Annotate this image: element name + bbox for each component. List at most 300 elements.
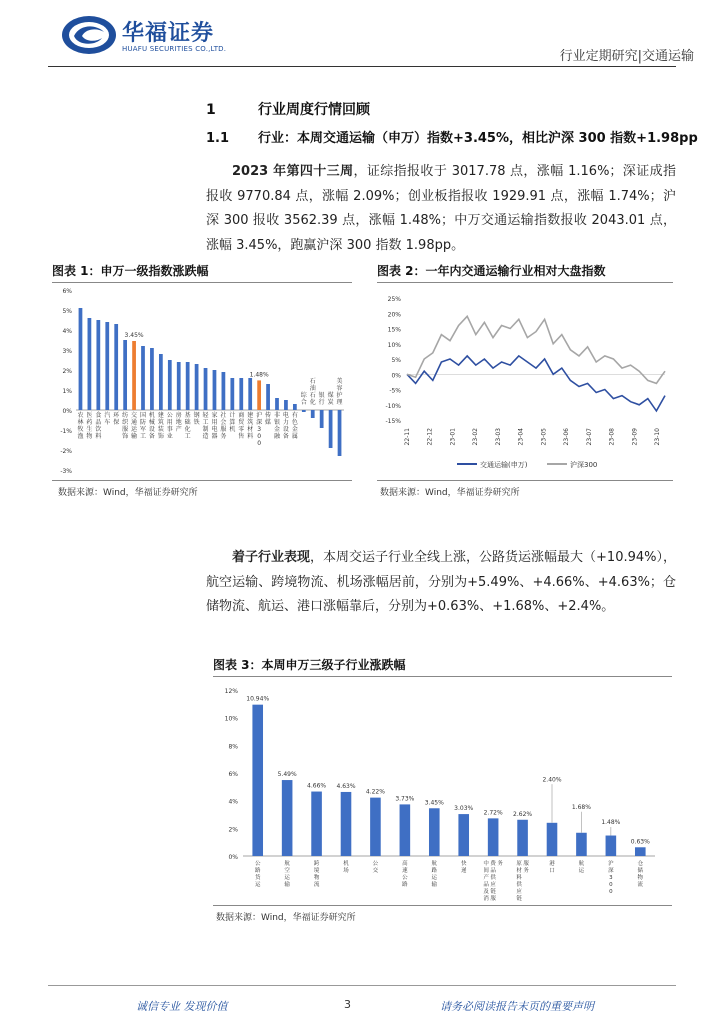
- y-tick-label: 0%: [228, 854, 238, 861]
- x-tick-label: 供: [516, 882, 522, 888]
- y-tick-label: 5%: [391, 357, 401, 364]
- subsector-change-bar-chart: [213, 678, 672, 904]
- x-tick-label: 境: [313, 868, 320, 874]
- x-tick-label-建筑材料: 材: [247, 426, 254, 433]
- x-tick-label-建筑装饰: 装: [157, 426, 164, 433]
- x-tick-label: 中: [483, 861, 489, 867]
- bar-家用电器: [213, 370, 217, 410]
- data-label: 3.03%: [454, 805, 474, 813]
- x-tick-label-国防军工: 工: [139, 433, 147, 440]
- figure3-title: 图表 3：本周申万三级子行业涨跌幅: [213, 658, 406, 672]
- x-tick-label-沪深300: 沪: [256, 412, 263, 419]
- x-tick-label-机械设备: 设: [148, 426, 155, 433]
- bar-建筑材料: [248, 378, 252, 410]
- x-tick-label-商贸零售: 售: [238, 433, 245, 440]
- x-tick-label-电力设备: 电: [282, 412, 289, 419]
- x-tick-label: 间: [483, 868, 489, 874]
- footer-disclaimer: 请务必阅读报告末页的重要声明: [440, 1000, 594, 1013]
- x-tick-label: 高: [402, 861, 408, 867]
- y-tick-label: -1%: [60, 428, 72, 435]
- bar-电力设备: [284, 400, 288, 410]
- x-tick-label: 递: [460, 868, 467, 874]
- x-tick-label-综合: 综: [300, 392, 307, 399]
- paragraph-lead: 2023 年第四十三周: [232, 164, 354, 179]
- bar-沪深300: [257, 380, 261, 410]
- bar-原材料供应链服务: [517, 820, 528, 856]
- x-tick-label: 产: [483, 875, 489, 881]
- subsector-paragraph: [206, 546, 676, 620]
- x-tick-label-轻工制造: 制: [202, 426, 209, 433]
- x-tick-label-沪深300: 0: [257, 433, 262, 440]
- bar-交通运输: [132, 341, 136, 410]
- x-tick-label-纺织服饰: 织: [122, 419, 129, 426]
- footer-divider: [48, 985, 676, 986]
- x-tick-label: 23-03: [494, 428, 502, 446]
- x-tick-label-商贸零售: 贸: [238, 419, 245, 426]
- x-tick-label-社会服务: 社: [220, 412, 227, 419]
- y-tick-label: 15%: [387, 326, 401, 334]
- bar-商贸零售: [239, 378, 243, 410]
- bar-建筑装饰: [159, 354, 163, 410]
- x-tick-label-交通运输: 交: [131, 412, 138, 419]
- y-tick-label: 1%: [62, 388, 72, 395]
- x-tick-label-公用事业: 业: [166, 433, 173, 440]
- market-summary-paragraph: [206, 160, 676, 258]
- data-label: 4.66%: [307, 782, 327, 790]
- bar-铁路运输: [429, 808, 440, 856]
- bar-公交: [370, 798, 381, 856]
- bar-美容护理: [338, 410, 342, 456]
- legend-label-transport: 交通运输(申万): [480, 461, 528, 469]
- x-tick-label: 应: [516, 889, 522, 895]
- x-tick-label: 公: [402, 875, 408, 881]
- figure2-top-rule: [377, 282, 673, 283]
- x-tick-label: 供: [490, 875, 496, 881]
- x-tick-label: 航: [284, 861, 290, 867]
- y-tick-label: 5%: [62, 308, 72, 315]
- sector-change-bar-chart: [52, 284, 352, 480]
- x-tick-label: 22-11: [404, 428, 411, 446]
- x-tick-label-美容护理: 护: [336, 392, 343, 399]
- x-tick-label-农林牧渔: 牧: [77, 426, 84, 433]
- x-tick-label: 物: [313, 875, 320, 881]
- x-tick-label-交通运输: 通: [131, 419, 138, 426]
- bar-高速公路: [400, 804, 411, 856]
- x-tick-label-建筑材料: 建: [247, 412, 254, 419]
- paragraph-body: ，本周交运子行业全线上涨，公路货运涨幅最大（+10.94%），航空运输、跨境物流、机场涨幅居前，分别为+5.49%、+4.66%、+4.63%；仓储物流、航运、港口涨幅靠后，分别为+0.63%、+1.68%、+2.4%。: [206, 550, 676, 614]
- x-tick-label: 公: [372, 861, 379, 867]
- brand-name-en: HUAFU SECURITIES CO.,LTD.: [122, 45, 227, 53]
- x-tick-label: 场: [343, 868, 349, 874]
- x-tick-label-公用事业: 用: [166, 419, 173, 426]
- data-label: 2.40%: [542, 776, 562, 784]
- x-tick-label-石油石化: 石: [309, 392, 316, 399]
- x-tick-label-环保: 环: [113, 412, 120, 419]
- x-tick-label-综合: 合: [300, 399, 307, 406]
- x-tick-label: 物: [637, 875, 644, 881]
- y-tick-label: 4%: [228, 798, 238, 806]
- x-tick-label: 务: [523, 868, 529, 874]
- x-tick-label: 速: [402, 868, 408, 874]
- x-tick-label-建筑装饰: 饰: [157, 433, 164, 440]
- legend-label-hs300: 沪深300: [570, 461, 598, 469]
- x-tick-label: 消: [483, 896, 489, 902]
- x-tick-label: 路: [402, 882, 408, 888]
- y-tick-label: -3%: [60, 468, 72, 475]
- x-tick-label-国防军工: 国: [139, 412, 147, 419]
- x-tick-label-轻工制造: 造: [202, 433, 209, 440]
- y-tick-label: 6%: [228, 771, 238, 778]
- x-tick-label-建筑装饰: 建: [157, 412, 164, 419]
- x-tick-label-非银金融: 非: [273, 412, 281, 419]
- x-tick-label-有色金属: 有: [291, 412, 298, 419]
- x-tick-label-银行: 行: [318, 399, 325, 406]
- x-tick-label: 输: [284, 882, 290, 888]
- x-tick-label: 品: [490, 868, 496, 874]
- x-tick-label: 23-09: [631, 428, 639, 446]
- bar-银行: [320, 410, 324, 428]
- y-tick-label: 0%: [391, 372, 401, 380]
- bar-港口: [547, 823, 558, 856]
- relative-index-line-chart: [377, 284, 673, 480]
- y-tick-label: 10%: [224, 715, 238, 723]
- bar-国防军工: [141, 346, 145, 410]
- x-tick-label: 费: [490, 861, 496, 867]
- huafu-logo-icon: [60, 14, 118, 56]
- x-tick-label: 品: [483, 882, 489, 888]
- x-tick-label-环保: 保: [113, 419, 120, 426]
- x-tick-label-钢铁: 铁: [193, 419, 200, 426]
- report-type: 行业定期研究|交通运输: [559, 49, 694, 64]
- x-tick-label: 运: [254, 882, 261, 888]
- x-tick-label-食品饮料: 料: [95, 433, 102, 440]
- x-tick-label: 原: [516, 861, 522, 867]
- x-tick-label-机械设备: 机: [148, 412, 155, 419]
- bar-航运: [576, 833, 587, 856]
- y-tick-label: 2%: [228, 826, 238, 834]
- y-tick-label: 20%: [387, 311, 401, 319]
- x-tick-label-家用电器: 家: [211, 412, 218, 419]
- x-tick-label-计算机: 算: [229, 419, 236, 426]
- bar-钢铁: [195, 364, 199, 410]
- x-tick-label: 空: [284, 868, 290, 874]
- x-tick-label-医药生物: 生: [86, 426, 93, 433]
- x-tick-label-商贸零售: 商: [238, 412, 245, 419]
- x-tick-label: 23-04: [517, 428, 525, 446]
- x-tick-label-煤炭: 煤: [327, 392, 334, 399]
- bar-跨境物流: [311, 792, 322, 856]
- x-tick-label-医药生物: 物: [86, 433, 93, 440]
- x-tick-label-有色金属: 色: [291, 419, 298, 426]
- bar-环保: [114, 324, 118, 410]
- x-tick-label: 及: [483, 889, 489, 895]
- x-tick-label-非银金融: 金: [273, 426, 281, 433]
- x-tick-label-建筑装饰: 筑: [157, 419, 164, 426]
- x-tick-label-沪深300: 深: [256, 419, 263, 426]
- x-tick-label-汽车: 汽: [104, 412, 111, 419]
- y-tick-label: 8%: [228, 743, 238, 751]
- bar-航空运输: [282, 780, 293, 856]
- paragraph-body: ，证综指报收于 3017.78 点，涨幅 1.16%；深证成指报收 9770.84 点，涨幅 2.09%；创业板指报收 1929.91 点，涨幅 1.74%；沪深 300 报收 3562.39 点，涨幅 1.48%；中万交通运输指数报收 2043.01 点，涨幅 3.45%，跑赢沪深 300 指数 1.98pp。: [206, 164, 676, 253]
- x-tick-label: 港: [549, 861, 555, 867]
- x-tick-label: 航: [431, 861, 438, 867]
- x-tick-label-汽车: 车: [104, 419, 111, 426]
- x-tick-label: 路: [431, 868, 438, 874]
- x-tick-label-美容护理: 容: [336, 385, 343, 392]
- bar-轻工制造: [204, 368, 208, 410]
- x-tick-label: 快: [460, 861, 467, 867]
- data-label-交通运输: 3.45%: [124, 332, 144, 339]
- data-label: 1.48%: [601, 819, 621, 827]
- data-label: 4.63%: [336, 782, 356, 790]
- x-tick-label-医药生物: 药: [86, 419, 93, 426]
- x-tick-label: 23-02: [472, 428, 480, 446]
- x-tick-label: 跨: [313, 861, 320, 867]
- x-tick-label: 公: [254, 861, 261, 867]
- x-tick-label: 0: [609, 889, 613, 895]
- x-tick-label-美容护理: 美: [336, 378, 343, 385]
- x-tick-label: 材: [516, 868, 522, 874]
- bar-食品饮料: [96, 320, 100, 410]
- x-tick-label-石油石化: 化: [309, 399, 316, 406]
- data-label: 3.45%: [424, 799, 444, 807]
- bar-汽车: [105, 322, 109, 410]
- x-tick-label-银行: 银: [318, 392, 325, 399]
- x-tick-label-家用电器: 电: [211, 426, 218, 433]
- bar-机械设备: [150, 348, 154, 410]
- y-tick-label: -2%: [60, 448, 72, 455]
- x-tick-label-国防军工: 防: [139, 419, 147, 426]
- y-tick-label: 12%: [224, 688, 238, 695]
- x-tick-label-房地产: 房: [175, 412, 182, 419]
- bar-煤炭: [329, 410, 333, 448]
- subsection-title: 行业：本周交通运输（申万）指数+3.45%，相比沪深 300 指数+1.98pp: [258, 131, 698, 146]
- page-number: 3: [344, 998, 351, 1011]
- x-tick-label-食品饮料: 品: [95, 419, 102, 426]
- figure1-bottom-rule: [52, 480, 352, 481]
- figure3-source: 数据来源：Wind，华福证券研究所: [216, 913, 356, 923]
- x-tick-label: 23-07: [585, 428, 593, 446]
- x-tick-label: 务: [497, 861, 503, 867]
- x-tick-label: 0: [609, 882, 613, 888]
- bar-基础化工: [186, 362, 190, 410]
- x-tick-label-家用电器: 用: [211, 419, 218, 426]
- figure3-top-rule: [213, 676, 672, 677]
- x-tick-label-建筑材料: 料: [247, 433, 254, 440]
- figure1-top-rule: [52, 282, 352, 283]
- x-tick-label-纺织服饰: 服: [122, 426, 129, 433]
- y-tick-label: -15%: [385, 418, 401, 425]
- x-tick-label-农林牧渔: 林: [77, 419, 84, 426]
- x-tick-label: 储: [637, 868, 644, 874]
- x-tick-label: 流: [637, 882, 644, 888]
- x-tick-label-有色金属: 金: [291, 426, 298, 433]
- x-tick-label-医药生物: 医: [86, 412, 93, 419]
- subsection-number: 1.1: [206, 131, 230, 146]
- bar-公用事业: [168, 360, 172, 410]
- x-tick-label: 链: [516, 896, 522, 902]
- x-tick-label-纺织服饰: 纺: [122, 412, 129, 419]
- x-tick-label: 应: [490, 882, 496, 888]
- x-tick-label: 运: [284, 875, 290, 881]
- x-tick-label-基础化工: 础: [184, 419, 191, 426]
- x-tick-label: 航: [578, 861, 585, 867]
- bar-纺织服饰: [123, 340, 127, 410]
- header-divider: [48, 66, 676, 67]
- x-tick-label-非银金融: 融: [273, 433, 281, 440]
- x-tick-label-计算机: 计: [229, 412, 236, 419]
- x-tick-label-有色金属: 属: [291, 433, 298, 440]
- x-tick-label-传媒: 传: [265, 412, 272, 419]
- x-tick-label-房地产: 产: [175, 426, 182, 433]
- x-tick-label-沪深300: 3: [257, 426, 262, 433]
- x-tick-label: 23-06: [563, 428, 571, 446]
- data-label: 10.94%: [246, 695, 270, 703]
- x-tick-label-电力设备: 备: [282, 433, 289, 440]
- x-tick-label-家用电器: 器: [211, 433, 218, 440]
- x-tick-label: 输: [431, 882, 438, 888]
- bar-沪深300: [606, 836, 617, 856]
- bar-综合: [302, 410, 306, 412]
- x-tick-label: 路: [254, 868, 261, 874]
- x-tick-label-农林牧渔: 渔: [77, 433, 84, 440]
- x-tick-label-钢铁: 钢: [193, 412, 200, 419]
- x-tick-label: 23-10: [654, 428, 661, 446]
- data-label: 3.73%: [395, 795, 415, 803]
- subsection-heading: [206, 127, 698, 146]
- section-heading: [206, 99, 370, 119]
- x-tick-label-社会服务: 务: [220, 433, 227, 440]
- x-tick-label: 料: [516, 875, 522, 881]
- x-tick-label-轻工制造: 轻: [202, 412, 209, 419]
- bar-有色金属: [293, 404, 297, 410]
- bar-仓储物流: [635, 847, 646, 856]
- y-tick-label: 25%: [387, 296, 401, 303]
- bar-传媒: [266, 384, 270, 410]
- footer-slogan: 诚信专业 发现价值: [136, 1000, 228, 1013]
- x-tick-label-建筑材料: 筑: [247, 419, 254, 426]
- x-tick-label-石油石化: 石: [309, 378, 316, 385]
- section-number: 1: [206, 102, 216, 118]
- x-tick-label-电力设备: 设: [282, 426, 289, 433]
- x-tick-label: 服: [523, 861, 529, 867]
- data-label: 0.63%: [630, 838, 650, 846]
- x-tick-label-非银金融: 银: [273, 419, 281, 426]
- y-tick-label: -5%: [389, 387, 401, 395]
- figure2-source: 数据来源：Wind，华福证券研究所: [380, 488, 520, 498]
- x-tick-label-传媒: 媒: [265, 419, 272, 426]
- bar-石油石化: [311, 410, 315, 418]
- x-tick-label: 仓: [637, 861, 644, 867]
- x-tick-label: 23-08: [608, 428, 616, 446]
- x-tick-label: 运: [431, 875, 438, 881]
- y-tick-label: 4%: [62, 328, 72, 335]
- section-title: 行业周度行情回顾: [258, 102, 370, 118]
- data-label-沪深300: 1.48%: [249, 371, 269, 379]
- x-tick-label: 沪: [608, 861, 614, 867]
- figure2-title: 图表 2：一年内交通运输行业相对大盘指数: [377, 264, 606, 278]
- x-tick-label-公用事业: 公: [166, 412, 173, 419]
- figure3-bottom-rule: [213, 905, 672, 906]
- x-tick-label: 23-05: [540, 428, 548, 446]
- data-label: 2.72%: [483, 809, 503, 817]
- series-line-沪深300: [407, 316, 665, 383]
- x-tick-label-交通运输: 输: [131, 433, 138, 440]
- series-line-交通运输(申万): [407, 356, 665, 411]
- x-tick-label: 货: [254, 875, 261, 881]
- x-tick-label-食品饮料: 食: [95, 412, 102, 419]
- x-tick-label: 运: [578, 868, 585, 874]
- x-tick-label-公用事业: 事: [166, 426, 173, 433]
- paragraph-lead: 着子行业表现: [232, 550, 311, 565]
- data-label: 4.22%: [365, 788, 385, 796]
- y-tick-label: 2%: [62, 368, 72, 375]
- x-tick-label: 3: [609, 875, 613, 881]
- x-tick-label: 22-12: [426, 428, 434, 446]
- x-tick-label-机械设备: 备: [148, 433, 155, 440]
- x-tick-label-轻工制造: 工: [202, 419, 209, 426]
- x-tick-label-电力设备: 力: [282, 419, 289, 426]
- x-tick-label-商贸零售: 零: [238, 426, 245, 433]
- bar-非银金融: [275, 398, 279, 410]
- data-label: 1.68%: [571, 803, 591, 811]
- x-tick-label-石油石化: 油: [309, 385, 316, 392]
- x-tick-label-国防军工: 军: [139, 426, 147, 433]
- y-tick-label: 6%: [62, 288, 72, 295]
- x-tick-label-食品饮料: 饮: [95, 426, 102, 433]
- x-tick-label-机械设备: 械: [148, 419, 155, 426]
- x-tick-label-纺织服饰: 饰: [122, 433, 129, 440]
- x-tick-label: 服: [490, 896, 496, 902]
- x-tick-label: 机: [343, 861, 349, 867]
- x-tick-label-农林牧渔: 农: [77, 412, 84, 419]
- figure1-source: 数据来源：Wind，华福证券研究所: [58, 488, 198, 498]
- x-tick-label: 链: [490, 889, 496, 895]
- y-tick-label: -10%: [385, 402, 401, 410]
- bar-快递: [458, 814, 469, 856]
- x-tick-label: 口: [549, 868, 555, 874]
- x-tick-label-计算机: 机: [229, 426, 236, 433]
- x-tick-label-基础化工: 工: [184, 433, 191, 440]
- figure2-bottom-rule: [377, 480, 673, 481]
- figure1-title: 图表 1：申万一级指数涨跌幅: [52, 264, 209, 278]
- x-tick-label-沪深300: 0: [257, 440, 262, 447]
- y-tick-label: 3%: [62, 348, 72, 355]
- x-tick-label: 流: [313, 882, 320, 888]
- x-tick-label-社会服务: 会: [220, 419, 227, 426]
- x-tick-label: 23-01: [449, 428, 457, 446]
- x-tick-label-煤炭: 炭: [327, 399, 334, 406]
- data-label: 5.49%: [277, 771, 297, 779]
- y-tick-label: 0%: [62, 408, 72, 415]
- bar-社会服务: [222, 372, 226, 410]
- x-tick-label-美容护理: 理: [336, 399, 343, 406]
- bar-公路货运: [252, 705, 263, 856]
- x-tick-label-社会服务: 服: [220, 426, 227, 433]
- bar-农林牧渔: [79, 308, 83, 410]
- x-tick-label-基础化工: 基: [184, 412, 191, 419]
- x-tick-label-房地产: 地: [175, 419, 182, 426]
- y-tick-label: 10%: [387, 341, 401, 349]
- bar-中间产品及消费品供应链服务: [488, 818, 499, 856]
- bar-医药生物: [88, 318, 92, 410]
- x-tick-label-交通运输: 运: [131, 426, 138, 433]
- bar-房地产: [177, 362, 181, 410]
- brand-name-cn: 华福证券: [122, 21, 215, 46]
- data-label: 2.62%: [513, 810, 533, 818]
- x-tick-label-基础化工: 化: [184, 426, 191, 433]
- bar-机场: [341, 792, 352, 856]
